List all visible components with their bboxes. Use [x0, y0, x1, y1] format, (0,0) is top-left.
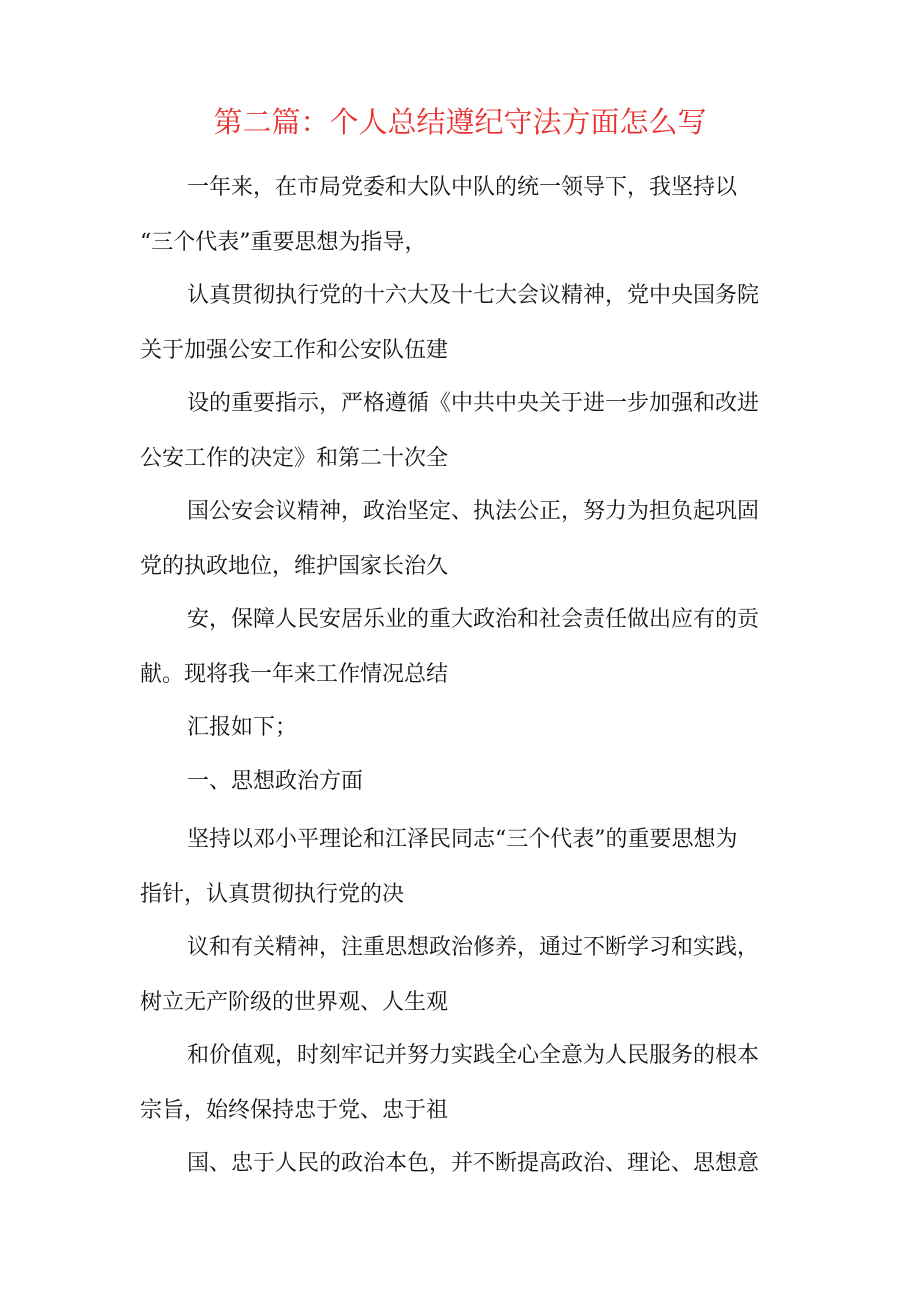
paragraph-line: 关于加强公安工作和公安队伍建 [140, 338, 449, 363]
paragraph [140, 1136, 788, 1191]
paragraph-line: 认真贯彻执行党的十六大及十七大会议精神，党中央国务院 [187, 283, 760, 308]
paragraph [140, 1028, 788, 1138]
paragraph [140, 484, 788, 594]
paragraph-line: 国公安会议精神，政治坚定、执法公正，努力为担负起巩固 [187, 499, 760, 524]
paragraph-line: 献。现将我一年来工作情况总结 [140, 662, 449, 687]
paragraph-line: 树立无产阶级的世界观、人生观 [140, 990, 449, 1015]
document-title: 第二篇：个人总结遵纪守法方面怎么写 [213, 105, 707, 139]
paragraph [140, 268, 788, 378]
paragraph [140, 920, 788, 1030]
paragraph-line: 一、思想政治方面 [187, 769, 364, 794]
paragraph-line: 议和有关精神，注重思想政治修养，通过不断学习和实践， [187, 935, 760, 960]
paragraph-line: “三个代表”重要思想为指导， [140, 230, 427, 255]
paragraph-line: 一年来，在市局党委和大队中队的统一领导下，我坚持以 [187, 175, 738, 200]
paragraph-line: 指针，认真贯彻执行党的决 [140, 882, 405, 907]
paragraph [140, 812, 788, 922]
paragraph-line: 党的执政地位，维护国家长治久 [140, 554, 449, 579]
paragraph-line: 公安工作的决定》和第二十次全 [140, 446, 449, 471]
paragraph [140, 592, 788, 702]
paragraph [140, 376, 788, 486]
paragraph [140, 160, 788, 270]
section-heading [140, 754, 788, 809]
paragraph-line: 和价值观，时刻牢记并努力实践全心全意为人民服务的根本 [187, 1043, 760, 1068]
paragraph-line: 坚持以邓小平理论和江泽民同志“三个代表”的重要思想为 [187, 827, 738, 852]
paragraph-line: 汇报如下； [187, 715, 298, 740]
paragraph-line: 安，保障人民安居乐业的重大政治和社会责任做出应有的贡 [187, 607, 760, 632]
paragraph-line: 宗旨，始终保持忠于党、忠于祖 [140, 1098, 449, 1123]
paragraph-line: 国、忠于人民的政治本色，并不断提高政治、理论、思想意 [187, 1151, 760, 1176]
paragraph-line: 设的重要指示，严格遵循《中共中央关于进一步加强和改进 [187, 391, 760, 416]
paragraph [140, 700, 788, 755]
